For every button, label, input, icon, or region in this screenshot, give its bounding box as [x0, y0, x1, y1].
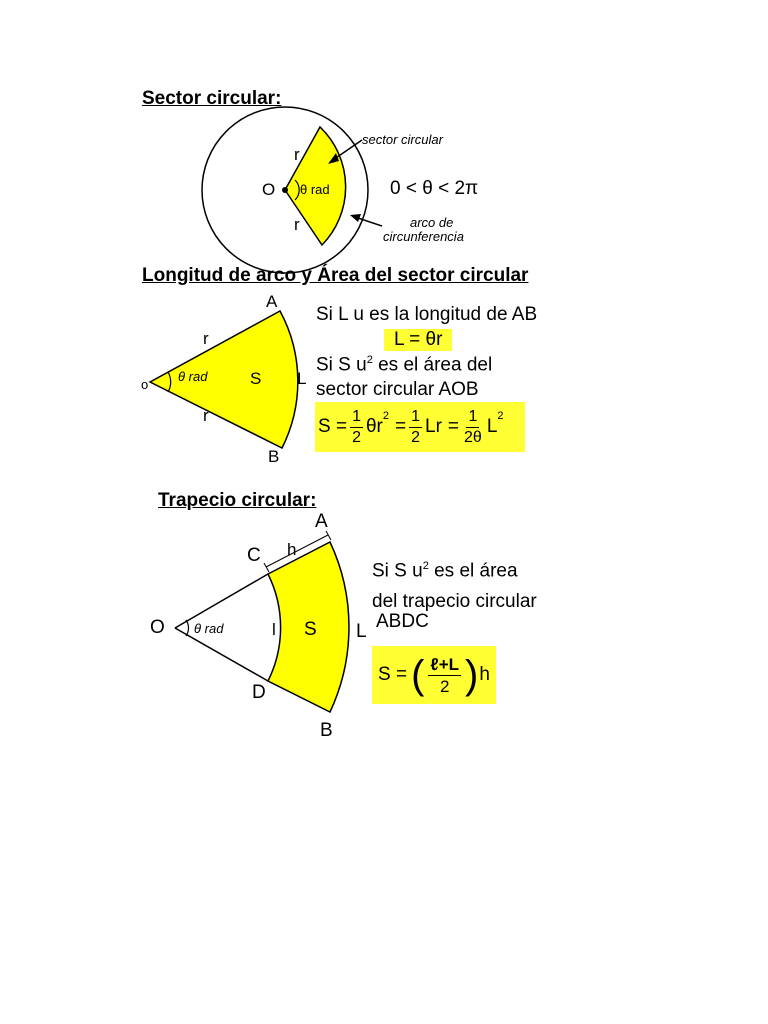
h-tick-1 [264, 563, 269, 572]
term-l2: L [486, 416, 498, 437]
label-small-l-3: l [272, 620, 276, 639]
term-theta-r: θr [365, 416, 383, 437]
formula-area-box [315, 402, 525, 452]
eq-3: = [447, 416, 460, 437]
center-dot [282, 187, 288, 193]
trap-line1-sup: 2 [422, 560, 429, 572]
section3-title: Trapecio circular: [158, 490, 317, 511]
trap-line1-post: es el área [428, 560, 518, 582]
label-theta-2: θ rad [178, 369, 208, 384]
label-l-2: L [297, 369, 307, 388]
section2-title: Longitud de arco y Área del sector circular [142, 265, 529, 286]
label-arc-line2: circunferencia [383, 229, 464, 244]
label-theta-1: θ rad [300, 182, 330, 197]
label-a-2: A [266, 292, 278, 311]
frac-c-num: 1 [466, 409, 479, 428]
trap-line1-pre: Si S u [372, 560, 423, 582]
frac-c [462, 409, 484, 446]
section1-title: Sector circular: [142, 88, 282, 109]
label-o-3: O [150, 617, 165, 638]
label-sector-circular: sector circular [362, 132, 443, 147]
trap-formula-s: S = [378, 664, 408, 685]
label-arc-line1: arco de [410, 215, 454, 230]
trap-frac-num: ℓ+L [430, 654, 460, 674]
label-l-3: L [356, 621, 367, 642]
trap-line1 [372, 560, 518, 582]
theta-range: 0 < θ < 2π [390, 178, 479, 199]
label-a-3: A [315, 511, 328, 532]
trap-frac-den: 2 [439, 676, 450, 696]
paren-left: ( [411, 653, 425, 697]
term-lr: Lr [425, 416, 442, 437]
label-c-3: C [247, 545, 261, 566]
frac-b-num: 1 [409, 409, 422, 428]
label-theta-3: θ rad [194, 621, 224, 636]
label-b-2: B [268, 447, 280, 466]
line-aob: sector circular AOB [316, 379, 479, 400]
label-o-2: o [141, 377, 149, 392]
frac-b-den: 2 [411, 428, 421, 446]
ray-oc [175, 574, 268, 628]
term3-sup: 2 [497, 410, 504, 422]
theta-arc-3 [186, 620, 189, 636]
frac-a-den: 2 [352, 428, 361, 446]
paren-right: ) [465, 653, 479, 697]
label-s-3: S [304, 619, 317, 640]
label-o-1: O [262, 180, 276, 199]
formula-s: S = [318, 416, 348, 437]
frac-a-num: 1 [350, 409, 363, 428]
frac-half-b [409, 409, 422, 446]
sector-aob [150, 311, 298, 448]
label-r-bottom-2: r [203, 406, 209, 425]
line-area-sup: 2 [366, 354, 373, 366]
line-area-pre: Si S u [316, 354, 367, 376]
label-h-3: h [287, 540, 297, 559]
label-r-top-2: r [203, 329, 209, 348]
line-area-post: es el área del [372, 354, 493, 376]
trap-frac [428, 656, 461, 695]
label-b-3: B [320, 720, 333, 741]
label-r-bottom-1: r [294, 215, 300, 234]
eq-2: = [395, 416, 407, 437]
trap-line2: del trapecio circular [372, 591, 537, 612]
formula-trapecio-box [372, 646, 496, 704]
trap-line3: ABDC [376, 611, 429, 632]
frac-half-a [350, 409, 363, 446]
line-area [316, 354, 492, 376]
trap-formula-h: h [479, 664, 490, 685]
term1-sup: 2 [382, 410, 389, 422]
line-arc-length: Si L u es la longitud de AB [316, 304, 538, 325]
formula-l: L = θr [384, 329, 452, 351]
label-s-2: S [250, 369, 262, 388]
label-r-top-1: r [294, 145, 300, 164]
frac-c-den: 2θ [464, 428, 482, 446]
label-d-3: D [252, 682, 266, 703]
